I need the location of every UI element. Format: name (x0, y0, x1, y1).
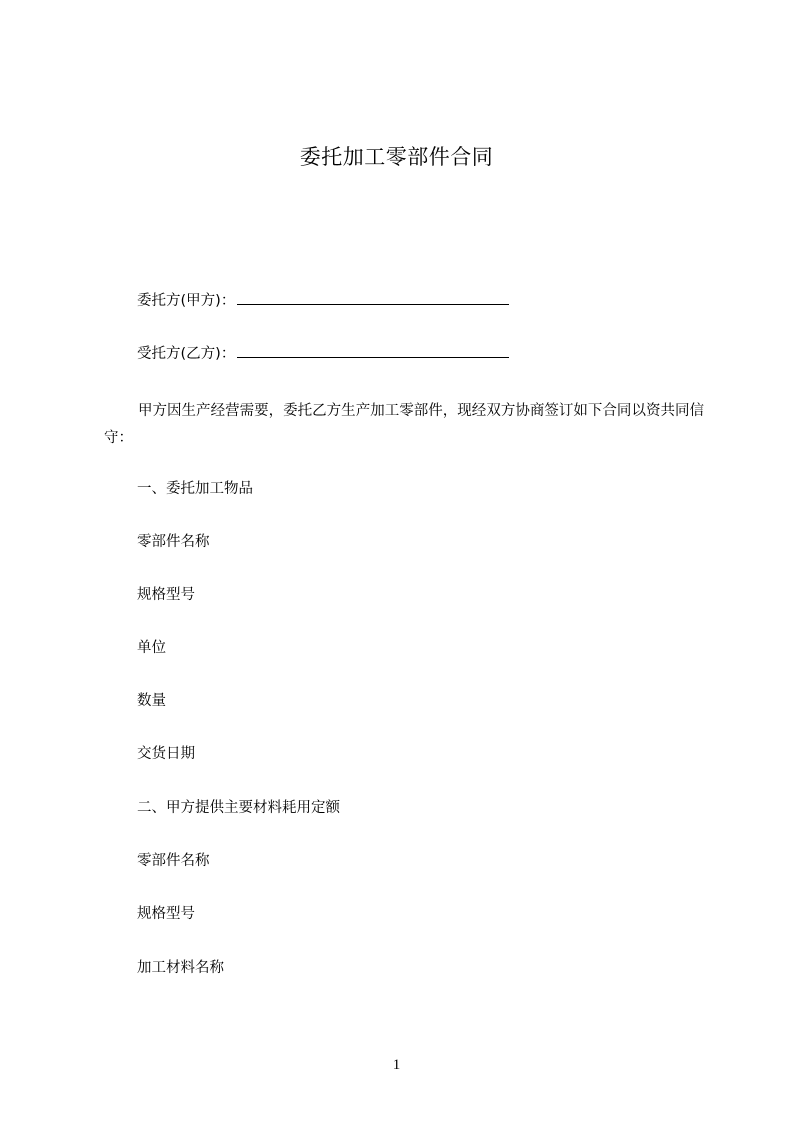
section-2-field: 零部件名称 (137, 853, 210, 869)
agent-party-blank (237, 343, 509, 358)
intro-paragraph: 甲方因生产经营需要，委托乙方生产加工零部件，现经双方协商签订如下合同以资共同信守： (104, 403, 704, 446)
section-1-field: 交货日期 (137, 746, 195, 762)
section-1-field: 规格型号 (137, 587, 195, 603)
section-1-heading: 一、委托加工物品 (137, 481, 253, 497)
section-2-heading: 二、甲方提供主要材料耗用定额 (137, 800, 340, 816)
agent-party-line (137, 343, 509, 364)
agent-party-label: 受托方(乙方)： (137, 346, 236, 362)
section-2-field: 规格型号 (137, 906, 195, 922)
page-number: 1 (392, 1057, 401, 1073)
principal-party-label: 委托方(甲方)： (137, 293, 236, 309)
section-1-field: 零部件名称 (137, 534, 210, 550)
section-1-field: 单位 (137, 640, 166, 656)
principal-party-blank (237, 290, 509, 305)
contract-title: 委托加工零部件合同 (299, 145, 494, 169)
section-1-field: 数量 (137, 693, 166, 709)
section-2-field: 加工材料名称 (137, 960, 224, 976)
principal-party-line (137, 290, 509, 311)
